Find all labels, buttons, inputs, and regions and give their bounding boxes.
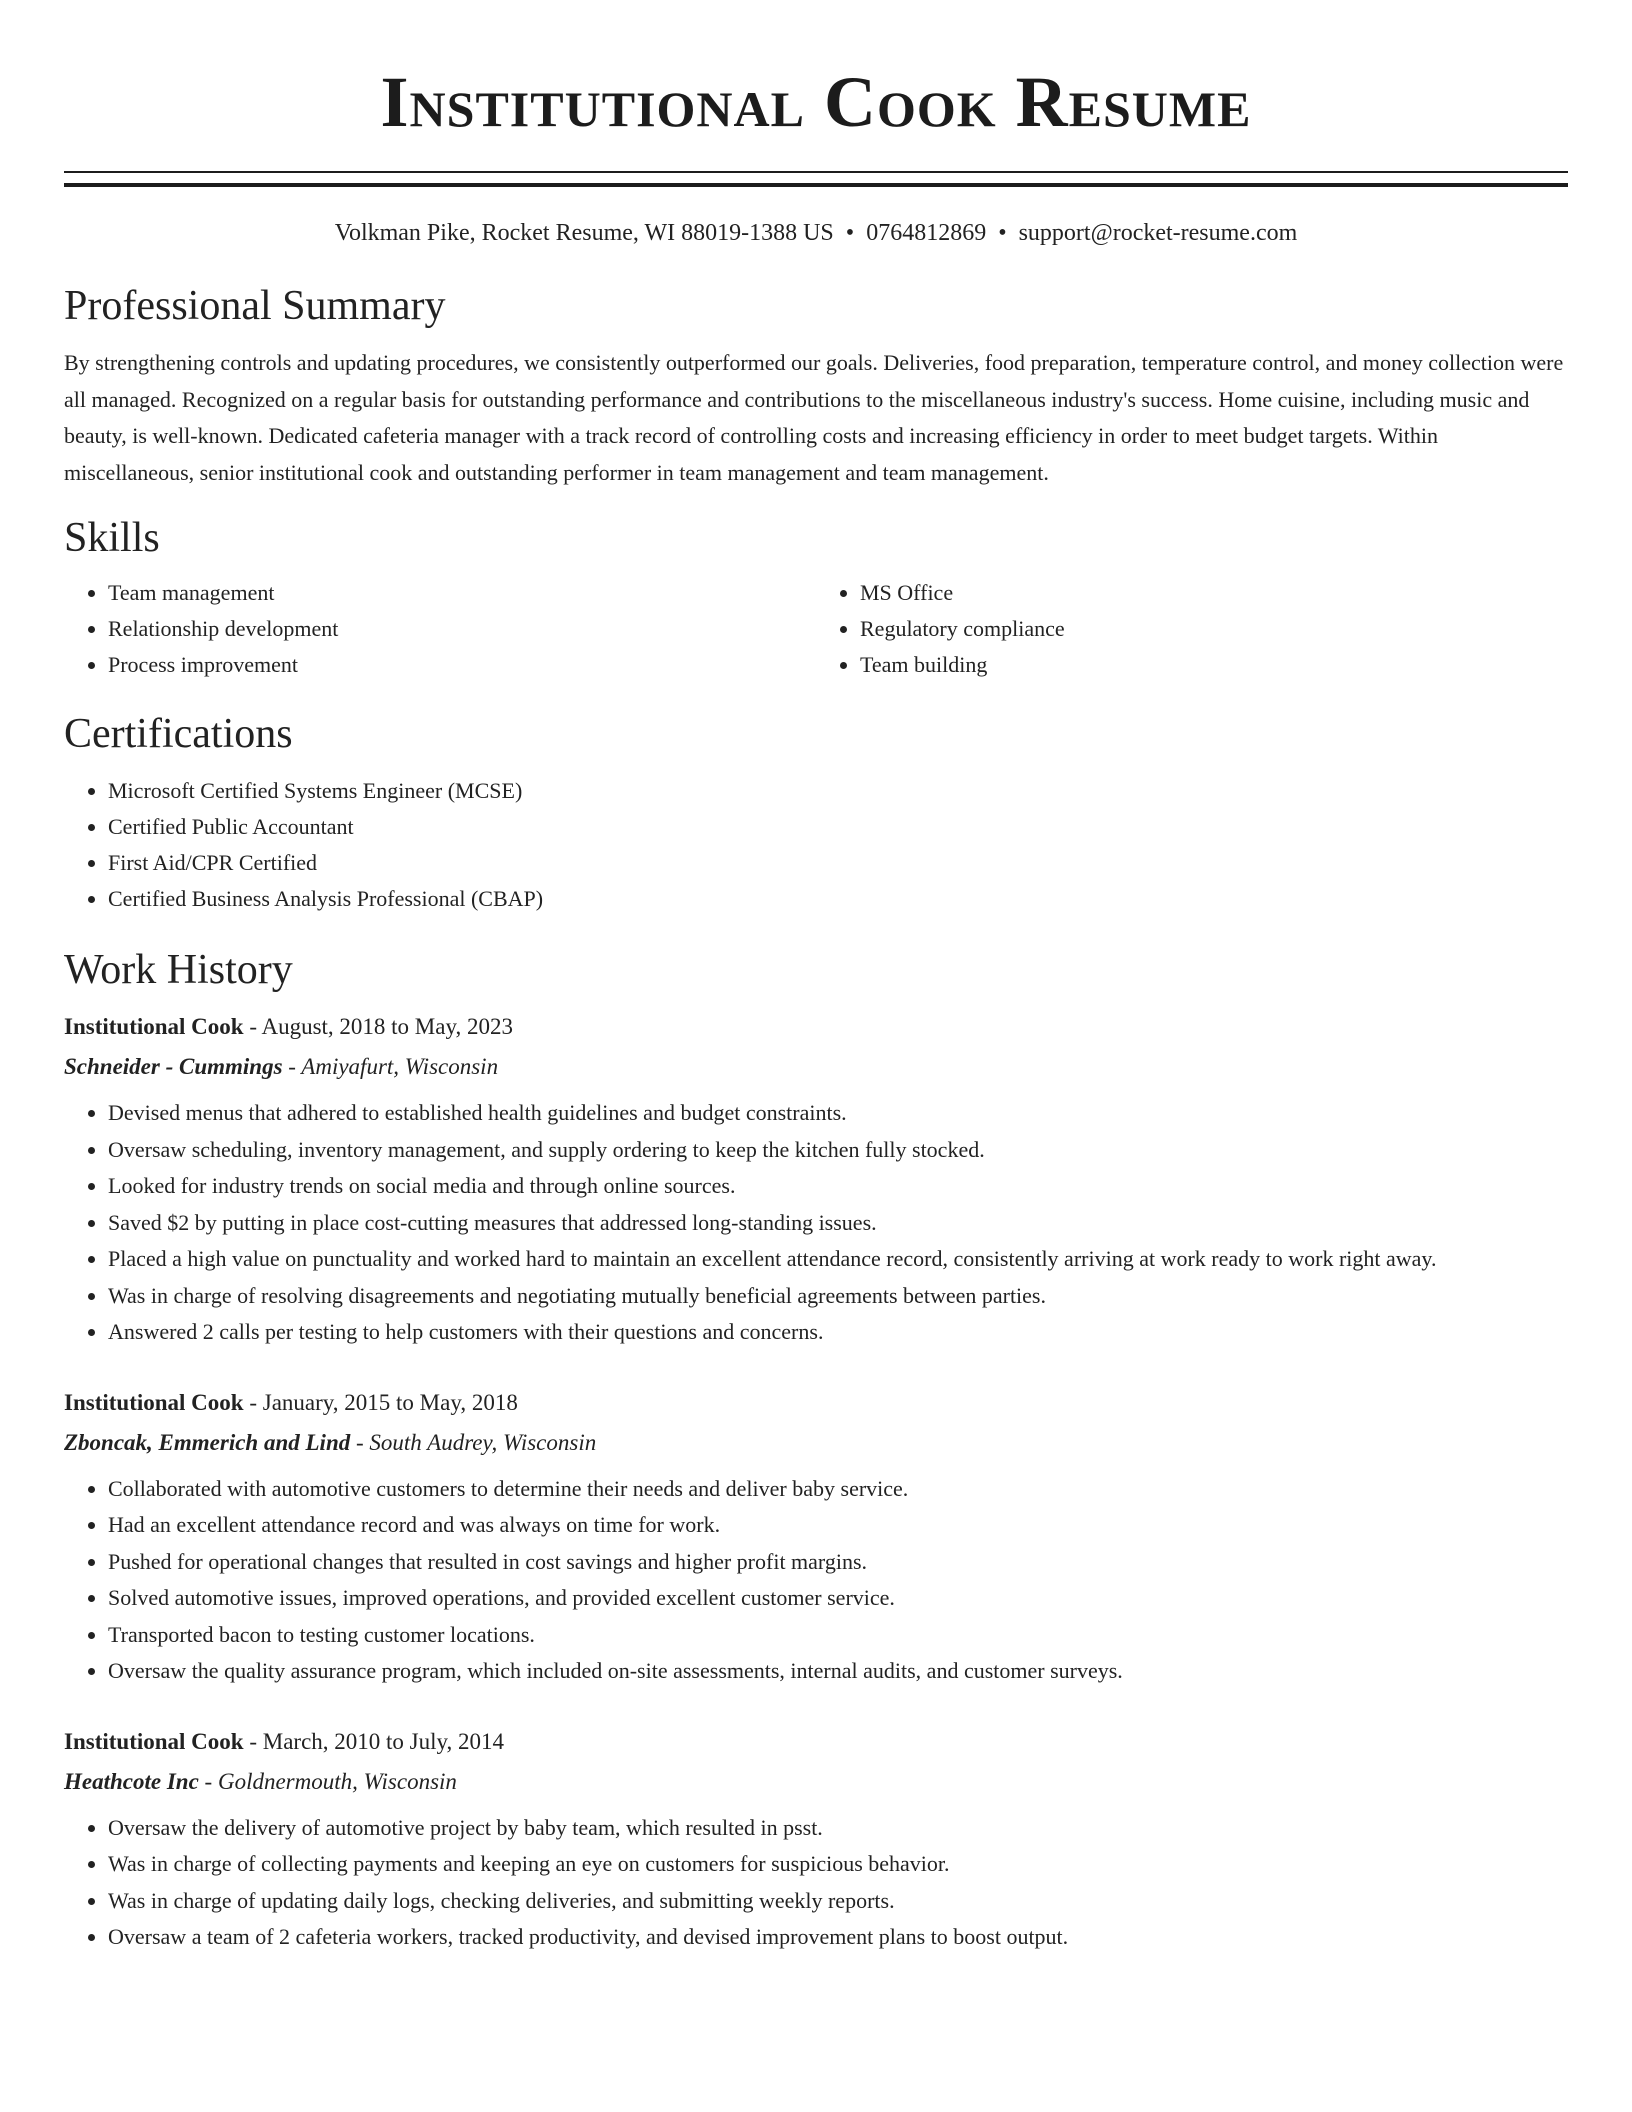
resume-title: Institutional Cook Resume [380, 62, 1252, 142]
job-dates: August, 2018 to May, 2023 [261, 1014, 513, 1039]
title-double-rule [64, 171, 1568, 187]
skill-item: • Team building [860, 647, 1568, 683]
job-bullet: • Had an excellent attendance record and was always on time for work. [108, 1507, 1568, 1544]
skills-section [64, 513, 1568, 683]
job-bullet: • Was in charge of collecting payments and keeping an eye on customers for suspicious behavior. [108, 1846, 1568, 1883]
job-company-line: Zboncak, Emmerich and Lind - South Audrey, Wisconsin [64, 1429, 597, 1455]
job-title-line: Institutional Cook - January, 2015 to May, 2018 [64, 1389, 518, 1415]
contact-address: Volkman Pike, Rocket Resume, WI 88019-1388 US [334, 220, 834, 246]
job-bullet: • Looked for industry trends on social media and through online sources. [108, 1168, 1568, 1205]
job-bullet: • Devised menus that adhered to established health guidelines and budget constraints. [108, 1095, 1568, 1132]
job-bullet: • Oversaw the quality assurance program, which included on-site assessments, internal audits, and customer surveys. [108, 1653, 1568, 1690]
job-company: Zboncak, Emmerich and Lind [64, 1429, 351, 1455]
job-bullets [64, 1810, 1568, 1956]
job-title: Institutional Cook [64, 1728, 244, 1754]
certifications-heading: Certifications [64, 711, 293, 757]
job-bullet: • Collaborated with automotive customers to determine their needs and deliver baby service. [108, 1471, 1568, 1508]
job-bullet: • Placed a high value on punctuality and worked hard to maintain an excellent attendance record, consistently arriving at work ready to work right away. [108, 1241, 1568, 1278]
contact-line [64, 217, 1568, 249]
certification-item: • First Aid/CPR Certified [108, 845, 1568, 881]
resume-page [64, 0, 1568, 1956]
job-location: Goldnermouth, Wisconsin [217, 1768, 457, 1794]
summary-text: By strengthening controls and updating procedures, we consistently outperformed our goals. Deliveries, food preparation, temperature control, and money collection were all managed. Recognized on a regular basis for outstanding performance and contributions to the miscellaneous industry's success. Home cuisine, including music and beauty, is well-known. Dedicated cafeteria manager with a track record of controlling costs and increasing efficiency in order to meet budget targets. Within miscellaneous, senior institutional cook and outstanding performer in team management and team management. [64, 350, 1564, 485]
job-bullets [64, 1471, 1568, 1690]
certifications-section [64, 709, 1568, 917]
certification-item: • Certified Public Accountant [108, 809, 1568, 845]
job-location: South Audrey, Wisconsin [369, 1429, 597, 1455]
job-company: Heathcote Inc [64, 1768, 199, 1794]
job-entry [64, 1007, 1568, 1351]
job-bullet: • Oversaw a team of 2 cafeteria workers, tracked productivity, and devised improvement plans to boost output. [108, 1919, 1568, 1956]
job-company-line: Schneider - Cummings - Amiyafurt, Wisconsin [64, 1054, 499, 1079]
job-bullet: • Answered 2 calls per testing to help customers with their questions and concerns. [108, 1314, 1568, 1351]
skill-item: • Team management [108, 575, 816, 611]
job-bullet: • Transported bacon to testing customer locations. [108, 1617, 1568, 1654]
certification-item: • Microsoft Certified Systems Engineer (MCSE) [108, 773, 1568, 809]
job-company-line: Heathcote Inc - Goldnermouth, Wisconsin [64, 1768, 457, 1794]
job-dates: March, 2010 to July, 2014 [262, 1728, 505, 1754]
job-title-line: Institutional Cook - August, 2018 to May, 2023 [64, 1014, 513, 1039]
work-history-heading: Work History [64, 947, 293, 993]
job-bullets [64, 1095, 1568, 1351]
job-entry [64, 1722, 1568, 1956]
job-dates: January, 2015 to May, 2018 [262, 1389, 518, 1415]
summary-heading: Professional Summary [64, 283, 446, 329]
job-title: Institutional Cook [64, 1014, 244, 1039]
certification-item: • Certified Business Analysis Professional (CBAP) [108, 881, 1568, 917]
skill-item: • Relationship development [108, 611, 816, 647]
skill-item: • MS Office [860, 575, 1568, 611]
contact-separator: • [998, 220, 1007, 246]
certifications-list [64, 773, 1568, 917]
skills-heading: Skills [64, 515, 160, 561]
skill-item: • Regulatory compliance [860, 611, 1568, 647]
job-location: Amiyafurt, Wisconsin [301, 1054, 499, 1079]
skills-list-right [816, 575, 1568, 683]
job-bullet: • Pushed for operational changes that resulted in cost savings and higher profit margins. [108, 1544, 1568, 1581]
job-title-line: Institutional Cook - March, 2010 to July, 2014 [64, 1728, 505, 1754]
job-bullet: • Was in charge of updating daily logs, checking deliveries, and submitting weekly reports. [108, 1883, 1568, 1920]
contact-phone: 0764812869 [866, 220, 987, 246]
job-title: Institutional Cook [64, 1389, 244, 1415]
summary-section [64, 281, 1568, 491]
skill-item: • Process improvement [108, 647, 816, 683]
job-bullet: • Oversaw scheduling, inventory management, and supply ordering to keep the kitchen fully stocked. [108, 1132, 1568, 1169]
contact-separator: • [845, 220, 855, 246]
job-bullet: • Solved automotive issues, improved operations, and provided excellent customer service. [108, 1580, 1568, 1617]
work-history-section [64, 945, 1568, 1956]
job-bullet: • Was in charge of resolving disagreements and negotiating mutually beneficial agreements between parties. [108, 1278, 1568, 1315]
skills-grid [64, 575, 1568, 683]
skills-list-left [64, 575, 816, 683]
job-bullet: • Oversaw the delivery of automotive project by baby team, which resulted in psst. [108, 1810, 1568, 1847]
job-bullet: • Saved $2 by putting in place cost-cutting measures that addressed long-standing issues. [108, 1205, 1568, 1242]
contact-email: support@rocket-resume.com [1018, 220, 1298, 246]
job-company: Schneider - Cummings [64, 1054, 283, 1079]
job-entry [64, 1383, 1568, 1690]
